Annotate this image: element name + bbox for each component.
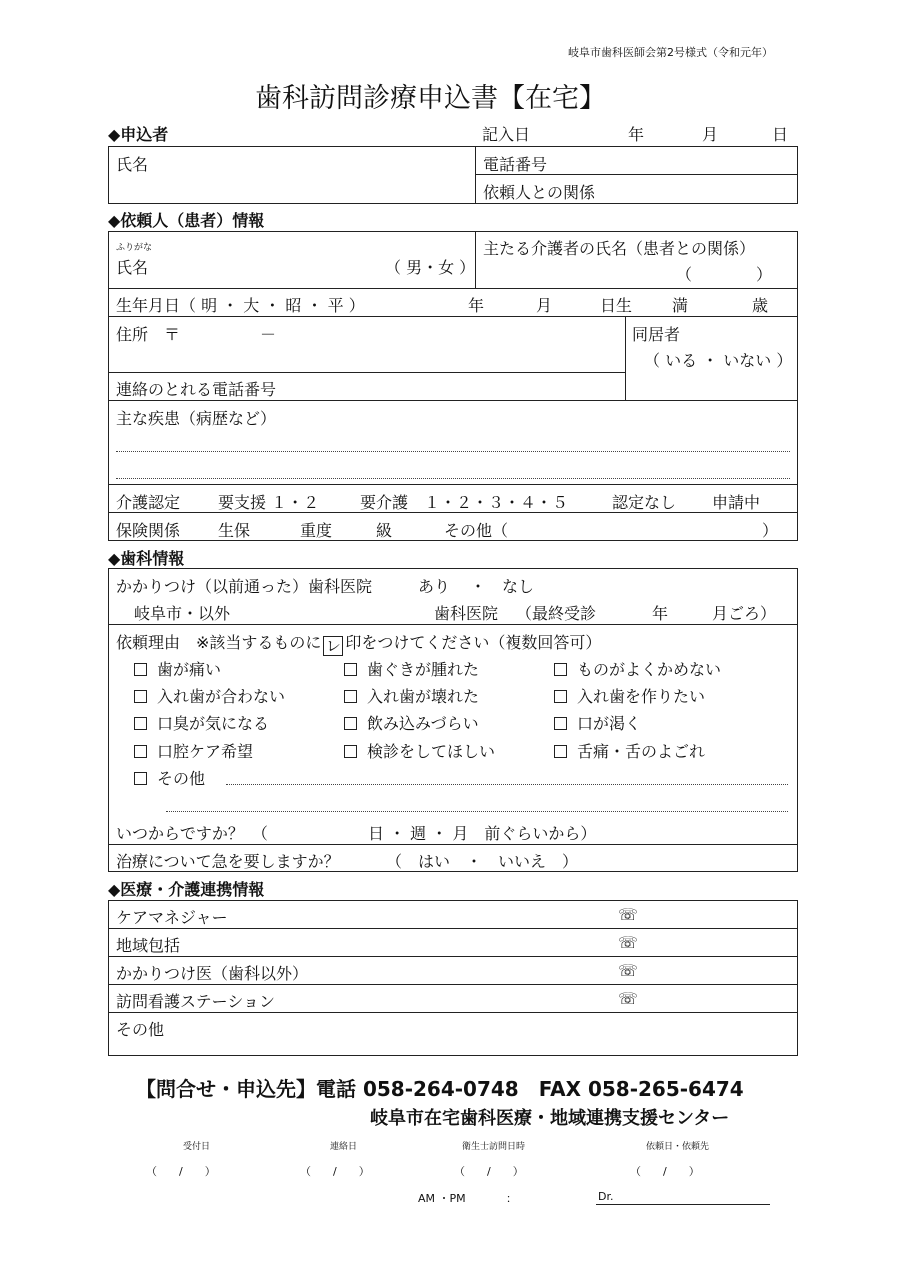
contacted-label: 連絡日	[330, 1142, 358, 1152]
reason-checkbox[interactable]: 歯が痛い	[134, 657, 221, 680]
urgent-options[interactable]: （ はい ・ いいえ ）	[386, 852, 579, 871]
ampm-option[interactable]: AM ・PM	[418, 1192, 466, 1205]
last-visit-year: 年	[652, 604, 669, 623]
care-need-option[interactable]: 要介護 １・２・３・４・５	[360, 493, 569, 512]
patient-name-field[interactable]: 氏名	[116, 258, 149, 277]
cooperation-other-field[interactable]: その他	[116, 1020, 165, 1039]
clinic-no-option[interactable]: なし	[502, 577, 535, 596]
time-colon: ：	[506, 1192, 517, 1205]
phone-icon: ☏	[618, 961, 639, 980]
reason-checkbox[interactable]: 口臭が気になる	[134, 711, 269, 734]
entry-month: 月	[702, 125, 719, 144]
section-applicant: ◆申込者	[108, 125, 169, 144]
form-number: 岐阜市歯科医師会第2号様式（令和元年）	[568, 46, 773, 59]
phone-icon: ☏	[618, 989, 639, 1008]
hygienist-visit-label: 衛生士訪問日時	[462, 1142, 526, 1152]
urgent-label: 治療について急を要しますか？	[116, 852, 340, 871]
phone-icon: ☏	[618, 905, 639, 924]
request-date[interactable]: （ / ）	[630, 1165, 700, 1178]
disease-field[interactable]: 主な疾患（病歴など）	[116, 409, 277, 428]
applicant-phone-field[interactable]: 電話番号	[483, 155, 548, 174]
contact-phone-field[interactable]: 連絡のとれる電話番号	[116, 380, 277, 399]
address-field[interactable]: 住所 〒 －	[116, 325, 277, 344]
applicant-relation-field[interactable]: 依頼人との関係	[483, 183, 596, 202]
care-support-option[interactable]: 要支援 １・２	[218, 493, 320, 512]
patient-sex-field[interactable]: （ 男・女 ）	[385, 258, 476, 277]
clinic-name-field[interactable]: 歯科医院	[434, 604, 499, 623]
applicant-box	[108, 146, 798, 204]
doctor-label: Dr.	[598, 1190, 614, 1203]
support-center-name: 岐阜市在宅歯科医療・地域連携支援センター	[370, 1108, 730, 1129]
phone-icon: ☏	[618, 933, 639, 952]
last-visit-label: （最終受診	[516, 604, 597, 623]
caremanager-field[interactable]: ケアマネジャー	[116, 908, 228, 927]
location-option[interactable]: 岐阜市・以外	[134, 604, 231, 623]
entry-day: 日	[772, 125, 789, 144]
reason-checkbox[interactable]: 検診をしてほしい	[344, 739, 495, 762]
request-label: 依頼日・依頼先	[646, 1142, 710, 1152]
reason-other-checkbox[interactable]: その他	[134, 766, 205, 789]
doctor-line[interactable]	[596, 1204, 770, 1205]
section-patient: ◆依頼人（患者）情報	[108, 211, 265, 230]
contact-line: 【問合せ・申込先】電話 058-264-0748 FAX 058-265-6474	[136, 1077, 744, 1101]
birth-year: 年	[468, 296, 485, 315]
reason-suffix: 印をつけてください（複数回答可）	[345, 633, 602, 652]
reason-label: 依頼理由 ※該当するものに	[116, 633, 322, 652]
entry-date-label: 記入日	[482, 125, 531, 144]
age-full-label: 満	[672, 296, 689, 315]
care-cert-label: 介護認定	[116, 493, 181, 512]
regular-clinic-label: かかりつけ（以前通った）歯科医院	[116, 577, 373, 596]
hygienist-date[interactable]: （ / ）	[454, 1165, 524, 1178]
caregiver-field[interactable]: 主たる介護者の氏名（患者との関係）	[483, 239, 756, 258]
birthdate-field[interactable]: 生年月日（ 明 ・ 大 ・ 昭 ・ 平 ）	[116, 296, 365, 315]
reason-checkbox[interactable]: 入れ歯を作りたい	[554, 684, 705, 707]
reason-checkbox[interactable]: 舌痛・舌のよごれ	[554, 739, 705, 762]
received-label: 受付日	[183, 1142, 211, 1152]
ins-welfare-option[interactable]: 生保	[218, 521, 251, 540]
entry-year: 年	[628, 125, 645, 144]
reason-checkbox[interactable]: 口が渇く	[554, 711, 641, 734]
clinic-yes-option[interactable]: あり	[418, 577, 451, 596]
applicant-name-field[interactable]: 氏名	[116, 155, 149, 174]
ins-severe-option[interactable]: 重度	[300, 521, 333, 540]
received-date[interactable]: （ / ）	[146, 1165, 216, 1178]
care-applying-option[interactable]: 申請中	[712, 493, 761, 512]
furigana-label: ふりがな	[116, 243, 153, 253]
reason-checkbox[interactable]: 入れ歯が壊れた	[344, 684, 479, 707]
reason-instruction	[116, 630, 601, 656]
ins-other-close: ）	[762, 521, 779, 540]
contacted-date[interactable]: （ / ）	[300, 1165, 370, 1178]
visiting-nurse-field[interactable]: 訪問看護ステーション	[116, 992, 276, 1011]
since-label: いつからですか？ （	[116, 824, 268, 843]
caregiver-relation: （ ）	[676, 265, 773, 284]
since-units[interactable]: 日 ・ 週 ・ 月 前ぐらいから）	[368, 824, 597, 843]
clinic-dot: ・	[470, 577, 487, 596]
reason-checkbox[interactable]: 歯ぐきが腫れた	[344, 657, 479, 680]
reason-checkbox[interactable]: ものがよくかめない	[554, 657, 721, 680]
reason-checkbox[interactable]: 入れ歯が合わない	[134, 684, 285, 707]
insurance-label: 保険関係	[116, 521, 181, 540]
birth-day: 日生	[600, 296, 633, 315]
page-title: 歯科訪問診療申込書【在宅】	[255, 83, 606, 114]
section-cooperation: ◆医療・介護連携情報	[108, 880, 265, 899]
age-label: 歳	[752, 296, 769, 315]
reason-checkbox[interactable]: 飲み込みづらい	[344, 711, 479, 734]
check-mark-sample: レ	[323, 636, 343, 656]
last-visit-month: 月ごろ）	[712, 604, 777, 623]
care-none-option[interactable]: 認定なし	[612, 493, 677, 512]
birth-month: 月	[536, 296, 553, 315]
ins-grade-label: 級	[376, 521, 393, 540]
section-dental: ◆歯科情報	[108, 549, 185, 568]
reason-checkbox[interactable]: 口腔ケア希望	[134, 739, 253, 762]
regional-center-field[interactable]: 地域包括	[116, 936, 181, 955]
cohabitant-options[interactable]: （ いる ・ いない ）	[644, 351, 793, 370]
family-doctor-field[interactable]: かかりつけ医（歯科以外）	[116, 964, 309, 983]
cohabitant-label: 同居者	[632, 325, 681, 344]
ins-other-field[interactable]: その他（	[444, 521, 509, 540]
